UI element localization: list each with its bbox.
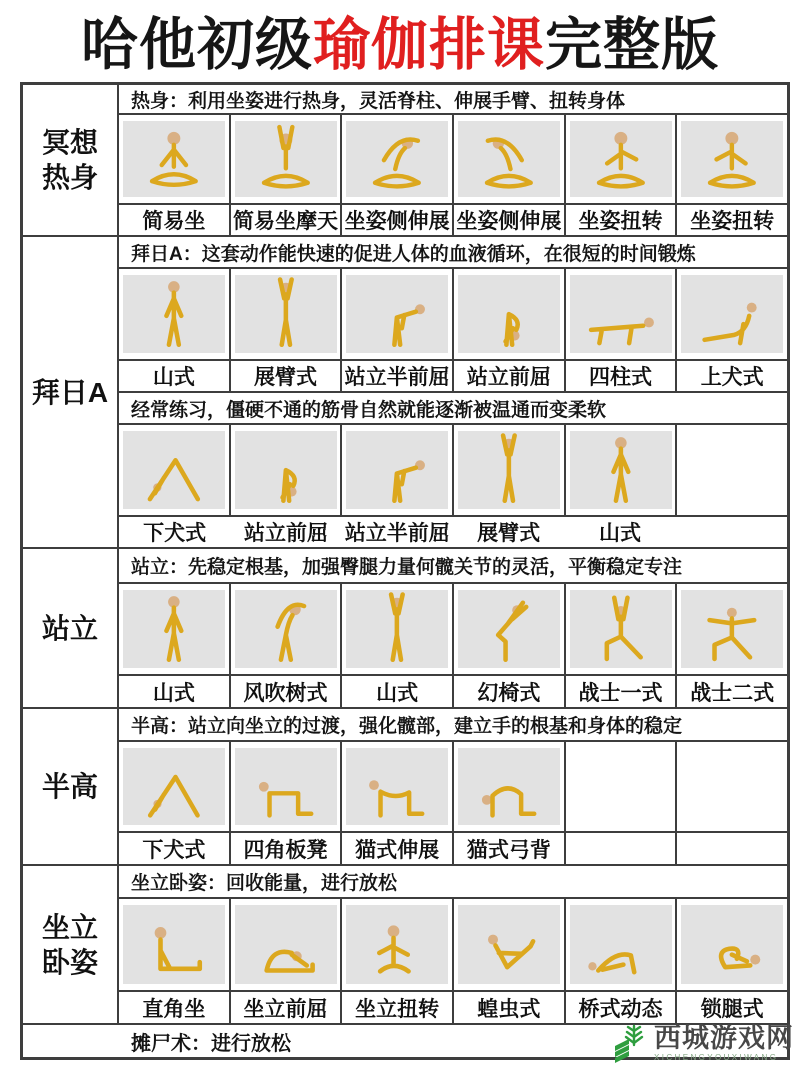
section-header-line: 拜日A	[31, 376, 109, 408]
sit_side-pose-icon	[464, 123, 554, 196]
pose-photo	[570, 431, 672, 509]
pose-image-row	[119, 899, 787, 992]
plank-pose-icon	[576, 277, 666, 351]
pose-label: 四角板凳	[231, 833, 343, 864]
pose-photo-cell	[119, 269, 231, 359]
pose-photo-cell	[566, 584, 678, 674]
section-header-line: 冥想	[41, 127, 98, 158]
pose-label: 蝗虫式	[454, 992, 566, 1023]
sit-pose-icon	[129, 123, 219, 196]
pose-photo	[123, 431, 225, 509]
section-header	[23, 866, 119, 1023]
pose-label: 猫式弓背	[454, 833, 566, 864]
pose-photo-cell	[454, 269, 566, 359]
watermark-subtext: XICHENGYOUXIWANG	[654, 1052, 779, 1062]
pose-label: 站立半前屈	[344, 522, 450, 545]
stand_up-pose-icon	[352, 592, 442, 666]
side_bend-pose-icon	[241, 592, 331, 666]
page-title	[0, 0, 800, 80]
empty-label	[676, 517, 787, 547]
pose-label-row	[119, 205, 787, 235]
pose-photo	[681, 905, 783, 984]
section-body	[119, 866, 787, 1023]
pose-label-row	[119, 676, 787, 707]
block-description: 拜日A：这套动作能快速的促进人体的血液循环，在很短的时间锻炼	[119, 237, 787, 269]
section-row	[23, 866, 787, 1025]
pose-label: 站立前屈	[454, 361, 566, 391]
watermark	[610, 1023, 794, 1063]
seated_fold-pose-icon	[241, 907, 331, 982]
stand_up-pose-icon	[241, 277, 331, 351]
pose-block	[119, 709, 787, 864]
pose-photo-cell	[677, 269, 787, 359]
pose-block	[119, 391, 787, 547]
schedule-table	[20, 82, 790, 1060]
pose-photo	[458, 590, 560, 668]
pose-photo-cell	[119, 742, 231, 831]
pose-label: 坐姿侧伸展	[342, 205, 454, 235]
pose-photo	[346, 431, 448, 509]
pose-photo	[570, 275, 672, 353]
pose-photo-cell	[231, 269, 343, 359]
pose-photo	[681, 590, 783, 668]
pose-photo	[346, 121, 448, 198]
pose-photo	[681, 121, 783, 198]
empty-label	[566, 833, 678, 864]
pose-label: 展臂式	[231, 361, 343, 391]
pose-label: 站立半前屈	[342, 361, 454, 391]
pose-photo	[346, 590, 448, 668]
pose-label: 直角坐	[119, 992, 231, 1023]
cat_arch-pose-icon	[464, 750, 554, 824]
section-header-line: 热身	[41, 162, 98, 193]
pose-photo	[458, 121, 560, 198]
block-description: 半高：站立向坐立的过渡，强化髋部，建立手的根基和身体的稳定	[119, 709, 787, 742]
pose-photo	[235, 905, 337, 984]
pose-label: 山式	[342, 676, 454, 707]
pose-label: 展臂式	[477, 522, 541, 545]
block-description: 站立：先稳定根基，加强臀腿力量何髋关节的灵活，平衡稳定专注	[119, 549, 787, 584]
pose-label: 山式	[119, 676, 231, 707]
pose-label: 简易坐摩天	[231, 205, 343, 235]
pose-label: 山式	[598, 522, 641, 545]
sit_up-pose-icon	[241, 123, 331, 196]
pose-photo-cell	[231, 584, 343, 674]
pose-image-row	[119, 269, 787, 361]
pose-label: 猫式伸展	[342, 833, 454, 864]
pose-photo-cell	[677, 584, 787, 674]
pose-photo-cell	[342, 742, 454, 831]
wheat-logo-icon	[610, 1023, 650, 1063]
pose-label: 下犬式	[143, 522, 207, 545]
pose-photo-cell	[342, 269, 454, 359]
section-header-line: 站立	[41, 612, 98, 644]
pose-photo	[123, 121, 225, 198]
pose-label: 坐姿扭转	[690, 210, 775, 233]
pose-photo	[346, 748, 448, 825]
pose-image-row	[119, 425, 787, 517]
pose-photo-cell	[119, 584, 231, 674]
title-part-2: 瑜伽排课	[313, 13, 545, 77]
block-description: 经常练习，僵硬不通的筋骨自然就能逐渐被温通而变柔软	[119, 393, 787, 425]
title-part-1: 哈他初级	[81, 13, 313, 77]
seated_twist-pose-icon	[352, 907, 442, 982]
stand-pose-icon	[129, 277, 219, 351]
pose-photo-cell	[231, 115, 343, 203]
pose-photo-cell	[454, 425, 566, 515]
pose-photo	[570, 905, 672, 984]
section-header-line: 半高	[41, 771, 98, 802]
pose-label: 锁腿式	[700, 997, 764, 1021]
pose-label: 幻椅式	[454, 676, 566, 707]
section-row	[23, 237, 787, 549]
pose-label: 上犬式	[700, 366, 764, 389]
pose-photo-cell	[566, 115, 678, 203]
pose-photo	[458, 905, 560, 984]
pose-block	[119, 866, 787, 1023]
pose-label-row	[119, 517, 787, 547]
pose-photo	[346, 905, 448, 984]
tabletop-pose-icon	[241, 750, 331, 824]
section-body	[119, 549, 787, 707]
section-header	[23, 85, 119, 235]
pose-label-row	[119, 361, 787, 391]
section-header-line: 卧姿	[41, 946, 98, 978]
pose-label: 坐立扭转	[342, 992, 454, 1023]
pose-photo	[123, 905, 225, 984]
half_fold-pose-icon	[352, 433, 442, 507]
pose-photo	[458, 431, 560, 509]
pose-label-row	[119, 992, 787, 1023]
pose-photo	[458, 748, 560, 825]
pose-photo	[123, 590, 225, 668]
title-part-3: 完整版	[545, 13, 719, 77]
section-row	[23, 85, 787, 237]
sit_twist-pose-icon	[687, 123, 777, 196]
pose-image-row	[119, 115, 787, 205]
pose-block	[119, 85, 787, 235]
stand-pose-icon	[576, 433, 666, 507]
empty-cell	[677, 742, 787, 831]
boat-pose-icon	[464, 907, 554, 982]
empty-cell	[677, 425, 787, 515]
fold-pose-icon	[241, 433, 331, 507]
block-description: 坐立卧姿：回收能量，进行放松	[119, 866, 787, 899]
pose-photo	[235, 121, 337, 198]
knees_chest-pose-icon	[687, 907, 777, 982]
pose-label: 桥式动态	[566, 992, 678, 1023]
warrior1-pose-icon	[576, 592, 666, 666]
pose-photo-cell	[566, 425, 678, 515]
fold-pose-icon	[464, 277, 554, 351]
pose-image-row	[119, 584, 787, 676]
pose-photo-cell	[119, 425, 231, 515]
pose-photo	[681, 275, 783, 353]
pose-photo-cell	[342, 115, 454, 203]
section-body	[119, 85, 787, 235]
pose-photo-cell	[677, 115, 787, 203]
pose-label: 下犬式	[119, 833, 231, 864]
pose-photo	[235, 748, 337, 825]
empty-cell	[566, 742, 678, 831]
pose-image-row	[119, 742, 787, 833]
sit_side-pose-icon	[352, 123, 442, 196]
pose-photo-cell	[454, 115, 566, 203]
section-header	[23, 709, 119, 864]
sit_twist-pose-icon	[576, 123, 666, 196]
half_fold-pose-icon	[352, 277, 442, 351]
pose-photo-cell	[231, 425, 343, 515]
empty-label	[677, 833, 787, 864]
pose-label-row	[119, 833, 787, 864]
pose-photo	[235, 431, 337, 509]
pose-photo	[235, 590, 337, 668]
pose-photo	[123, 275, 225, 353]
pose-block	[119, 549, 787, 707]
pose-photo-cell	[454, 584, 566, 674]
pose-photo	[458, 275, 560, 353]
pose-photo	[123, 748, 225, 825]
pose-photo	[570, 121, 672, 198]
pose-photo-cell	[342, 425, 454, 515]
section-row	[23, 549, 787, 709]
section-header	[23, 549, 119, 707]
pose-block	[119, 237, 787, 391]
pose-photo-cell	[454, 742, 566, 831]
pose-photo-cell	[566, 269, 678, 359]
pose-photo-cell	[454, 899, 566, 990]
section-header-line: 坐立	[41, 911, 98, 943]
staff-pose-icon	[129, 907, 219, 982]
pose-label: 坐姿侧伸展	[454, 205, 566, 235]
pose-label: 战士二式	[690, 681, 775, 705]
pose-label: 四柱式	[566, 361, 678, 391]
pose-photo	[570, 590, 672, 668]
pose-label: 坐姿扭转	[566, 205, 678, 235]
stand-pose-icon	[129, 592, 219, 666]
downdog-pose-icon	[129, 750, 219, 824]
section-row	[23, 709, 787, 866]
pose-photo-cell	[119, 115, 231, 203]
cat_dip-pose-icon	[352, 750, 442, 824]
pose-photo-cell	[677, 899, 787, 990]
pose-photo-cell	[231, 899, 343, 990]
downdog-pose-icon	[129, 433, 219, 507]
pose-photo-cell	[342, 584, 454, 674]
section-body	[119, 237, 787, 547]
updog-pose-icon	[687, 277, 777, 351]
section-body	[119, 709, 787, 864]
chair-pose-icon	[464, 592, 554, 666]
watermark-name: 西城游戏网	[654, 1022, 794, 1053]
pose-label: 坐立前屈	[231, 992, 343, 1023]
pose-photo	[346, 275, 448, 353]
pose-label: 简易坐	[119, 205, 231, 235]
pose-label: 战士一式	[566, 676, 678, 707]
footer-note-text: 摊尸术：进行放松	[131, 1032, 291, 1055]
pose-photo-cell	[342, 899, 454, 990]
bridge-pose-icon	[576, 907, 666, 982]
pose-label: 风吹树式	[231, 676, 343, 707]
pose-label: 站立前屈	[243, 522, 328, 545]
pose-photo-cell	[231, 742, 343, 831]
pose-photo-cell	[566, 899, 678, 990]
section-header	[23, 237, 119, 547]
pose-photo-cell	[119, 899, 231, 990]
pose-label: 山式	[119, 361, 231, 391]
block-description: 热身：利用坐姿进行热身，灵活脊柱、伸展手臂、扭转身体	[119, 85, 787, 115]
stand_up-pose-icon	[464, 433, 554, 507]
warrior2-pose-icon	[687, 592, 777, 666]
pose-photo	[235, 275, 337, 353]
watermark-text	[654, 1022, 794, 1062]
